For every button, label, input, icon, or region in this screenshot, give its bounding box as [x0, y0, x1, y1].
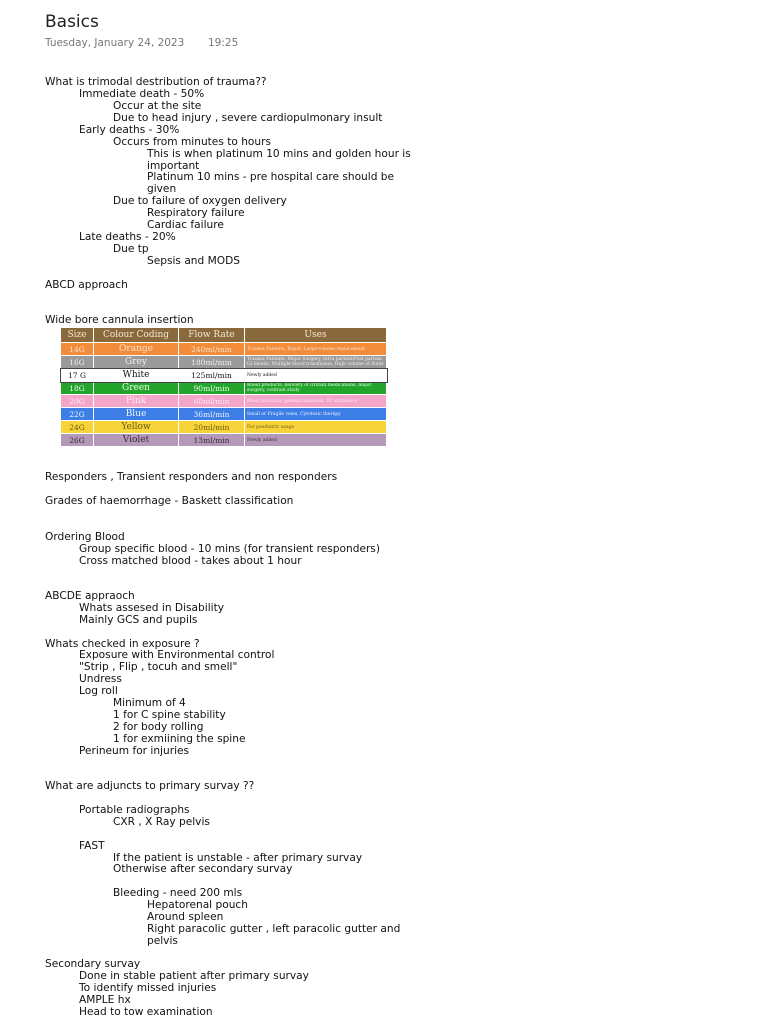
note-line: FAST	[79, 840, 105, 852]
size-cell: 18G	[61, 382, 94, 395]
note-line: 1 for exmiining the spine	[113, 733, 246, 745]
uses-cell: Trauma Patients, Rapid, Large-volume replacement	[245, 343, 387, 356]
note-line: Occurs from minutes to hours	[113, 136, 272, 148]
size-cell: 26G	[61, 434, 94, 447]
note-line: pelvis	[147, 935, 178, 947]
note-line: Undress	[79, 673, 122, 685]
colour-cell: Green	[94, 382, 179, 395]
header-flow-rate: Flow Rate	[179, 328, 245, 343]
note-line: To identify missed injuries	[79, 982, 217, 994]
note-line: CXR , X Ray pelvis	[113, 816, 210, 828]
table-row	[61, 369, 387, 382]
note-line: Early deaths - 30%	[79, 124, 180, 136]
note-line: Due tp	[113, 243, 149, 255]
note-line: This is when platinum 10 mins and golden hour is	[147, 148, 411, 160]
note-line: Done in stable patient after primary survay	[79, 970, 309, 982]
note-line: "Strip , Flip , tocuh and smell"	[79, 661, 238, 673]
note-line: Platinum 10 mins - pre hospital care should be	[147, 171, 395, 183]
note-line: Portable radiographs	[79, 804, 190, 816]
note-line: What are adjuncts to primary survay ??	[45, 780, 255, 792]
note-line: Due to failure of oxygen delivery	[113, 195, 287, 207]
uses-cell: Newly added	[245, 434, 387, 447]
note-line: 2 for body rolling	[113, 721, 204, 733]
note-line: Around spleen	[147, 911, 224, 923]
note-line: Occur at the site	[113, 100, 202, 112]
note-line: Late deaths - 20%	[79, 231, 176, 243]
colour-cell: Pink	[94, 395, 179, 408]
note-line: Ordering Blood	[45, 531, 125, 543]
note-line: Secondary survay	[45, 958, 141, 970]
note-line: Right paracolic gutter , left paracolic gutter and	[147, 923, 401, 935]
note-title: Basics	[45, 12, 99, 32]
note-line: AMPLE hx	[79, 994, 131, 1006]
note-line: If the patient is unstable - after primary survay	[113, 852, 363, 864]
flow-rate-cell: 240ml/min	[179, 343, 245, 356]
colour-cell: Orange	[94, 343, 179, 356]
table-row	[61, 395, 387, 408]
uses-cell: Trauma Patients, Major Surgery, Intra partum/Post partum, GI bleeds, Multiple blood transfusion, High volume of fluids	[245, 356, 387, 369]
size-cell: 17 G	[61, 369, 94, 382]
colour-cell: Grey	[94, 356, 179, 369]
note-line: Cardiac failure	[147, 219, 224, 231]
note-line: Otherwise after secondary survay	[113, 863, 293, 875]
colour-cell: Yellow	[94, 421, 179, 434]
note-line: Bleeding - need 200 mls	[113, 887, 243, 899]
size-cell: 14G	[61, 343, 94, 356]
uses-cell: For paediatric usage	[245, 421, 387, 434]
colour-cell: Violet	[94, 434, 179, 447]
table-row	[61, 434, 387, 447]
note-line: Group specific blood - 10 mins (for transient responders)	[79, 543, 380, 555]
table-row	[61, 343, 387, 356]
note-line: Whats assesed in Disability	[79, 602, 225, 614]
colour-cell: Blue	[94, 408, 179, 421]
uses-cell: Newly added	[245, 369, 387, 382]
note-line: Exposure with Environmental control	[79, 649, 275, 661]
note-line: important	[147, 160, 200, 172]
flow-rate-cell: 90ml/min	[179, 382, 245, 395]
note-line: ABCD approach	[45, 279, 128, 291]
flow-rate-cell: 180ml/min	[179, 356, 245, 369]
size-cell: 22G	[61, 408, 94, 421]
note-line: 1 for C spine stability	[113, 709, 226, 721]
note-date: Tuesday, January 24, 2023	[45, 37, 185, 49]
note-line: Sepsis and MODS	[147, 255, 240, 267]
flow-rate-cell: 60ml/min	[179, 395, 245, 408]
colour-cell: White	[94, 369, 179, 382]
flow-rate-cell: 20ml/min	[179, 421, 245, 434]
uses-cell: Blood products, general infusions, IV antibiotics	[245, 395, 387, 408]
note-line: Mainly GCS and pupils	[79, 614, 198, 626]
uses-cell: Blood products, delivery of irritant medications, major surgery, contrast study	[245, 382, 387, 395]
header-size: Size	[61, 328, 94, 343]
note-line: ABCDE appraoch	[45, 590, 135, 602]
note-line: Perineum for injuries	[79, 745, 190, 757]
note-line: Hepatorenal pouch	[147, 899, 248, 911]
header-colour-coding: Colour Coding	[94, 328, 179, 343]
note-time: 19:25	[208, 37, 239, 49]
table-header-row	[61, 328, 387, 343]
flow-rate-cell: 125ml/min	[179, 369, 245, 382]
table-row	[61, 421, 387, 434]
note-line: Due to head injury , severe cardiopulmonary insult	[113, 112, 383, 124]
note-line: Head to tow examination	[79, 1006, 213, 1018]
note-line: Wide bore cannula insertion	[45, 314, 194, 326]
note-line: Immediate death - 50%	[79, 88, 205, 100]
size-cell: 24G	[61, 421, 94, 434]
table-row	[61, 356, 387, 369]
note-line: What is trimodal destribution of trauma??	[45, 76, 267, 88]
size-cell: 20G	[61, 395, 94, 408]
flow-rate-cell: 13ml/min	[179, 434, 245, 447]
note-line: given	[147, 183, 177, 195]
size-cell: 16G	[61, 356, 94, 369]
flow-rate-cell: 36ml/min	[179, 408, 245, 421]
note-line: Minimum of 4	[113, 697, 186, 709]
uses-cell: Small or Fragile veins, Cytotoxic therapy	[245, 408, 387, 421]
header-uses: Uses	[245, 328, 387, 343]
note-line: Responders , Transient responders and non responders	[45, 471, 338, 483]
note-line: Grades of haemorrhage - Baskett classification	[45, 495, 294, 507]
note-line: Respiratory failure	[147, 207, 245, 219]
note-line: Log roll	[79, 685, 118, 697]
table-row	[61, 382, 387, 395]
note-line: Cross matched blood - takes about 1 hour	[79, 555, 302, 567]
table-row	[61, 408, 387, 421]
note-line: Whats checked in exposure ?	[45, 638, 200, 650]
cannula-colour-table	[60, 327, 387, 447]
